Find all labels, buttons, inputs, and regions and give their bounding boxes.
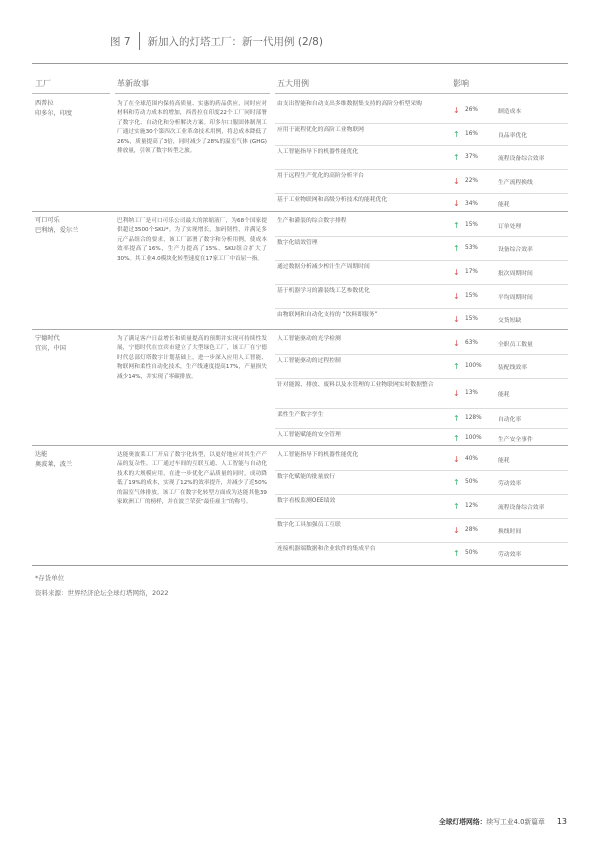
arrow-down-icon: ↓ bbox=[453, 105, 460, 115]
factory-name: 达能 奥波莱，波兰 bbox=[35, 451, 73, 468]
source-note: 资料来源：世界经济论坛全球灯塔网络，2022 bbox=[35, 589, 169, 597]
use-case: 针对能源、排放、废料以及水管理的工业物联网实时数据整合 bbox=[277, 382, 434, 388]
arrow-up-icon: ↑ bbox=[453, 152, 460, 162]
impact-percent: 12% bbox=[465, 503, 478, 509]
page-number: 13 bbox=[556, 816, 567, 826]
row-divider bbox=[275, 378, 568, 379]
impact-percent: 100% bbox=[465, 363, 482, 369]
arrow-up-icon: ↑ bbox=[453, 361, 460, 371]
arrow-up-icon: ↑ bbox=[453, 433, 460, 443]
use-case: 由支出智能和自动支出多维数据集支持的高阶分析型采购 bbox=[277, 101, 422, 107]
header-divider bbox=[139, 32, 140, 50]
arrow-down-icon: ↓ bbox=[453, 525, 460, 535]
arrow-up-icon: ↑ bbox=[453, 477, 460, 487]
impact-percent: 15% bbox=[465, 293, 478, 299]
innovation-story: 巴利纳工厂是可口可乐公司最大的浓缩液厂，为68个国家提供超过3500个SKU*。为了实现增长，加码韧性，并满足多元产品组合的要求，该工厂部署了数字和分析用例，使成本效率提高了16%，生产力提高了15%，SKU组合扩大了30%。其工业4.0模块化转型速度在17家工厂中首屈一指。 bbox=[117, 218, 267, 262]
use-case: 数字化工具加强员工互联 bbox=[277, 522, 341, 528]
arrow-down-icon: ↓ bbox=[453, 176, 460, 186]
impact-item bbox=[453, 236, 533, 260]
impact-item bbox=[453, 284, 533, 308]
row-divider bbox=[275, 470, 568, 471]
impact-percent: 63% bbox=[465, 340, 478, 346]
impact-percent: 53% bbox=[465, 245, 478, 251]
impact-item bbox=[453, 470, 521, 494]
head-rule bbox=[115, 93, 270, 94]
page-footer bbox=[439, 816, 567, 826]
page-header bbox=[110, 31, 323, 51]
use-case: 人工智能指导下的机器性能优化 bbox=[277, 452, 359, 458]
use-case: 应用于流程优化的高阶工业物联网 bbox=[277, 127, 364, 133]
impact-item bbox=[453, 123, 527, 145]
factory-name: 可口可乐 巴利纳，爱尔兰 bbox=[35, 217, 79, 234]
impact-item bbox=[453, 308, 521, 330]
figure-label: 图 7 bbox=[110, 35, 131, 48]
impact-percent: 15% bbox=[465, 222, 478, 228]
use-case: 通过数据分析减少榨汁生产周期时间 bbox=[277, 264, 370, 270]
impact-percent: 22% bbox=[465, 178, 478, 184]
footer-title: 续写工业4.0新篇章 bbox=[486, 818, 545, 826]
impact-item bbox=[453, 145, 544, 169]
arrow-down-icon: ↓ bbox=[453, 454, 460, 464]
impact-label: 良品率优化 bbox=[498, 132, 527, 139]
use-case: 数字化绩效管理 bbox=[277, 240, 318, 246]
arrow-down-icon: ↓ bbox=[453, 338, 460, 348]
use-case: 柔性生产数字孪生 bbox=[277, 412, 324, 418]
impact-label: 生产流程换线 bbox=[498, 179, 533, 186]
arrow-down-icon: ↓ bbox=[453, 388, 460, 398]
row-divider bbox=[275, 542, 568, 543]
bottom-rule bbox=[32, 565, 568, 566]
use-case: 生产和灌装的综合数字排程 bbox=[277, 218, 347, 224]
impact-item bbox=[453, 332, 533, 354]
arrow-up-icon: ↑ bbox=[453, 413, 460, 423]
use-case: 基于机器学习的灌装线工艺参数优化 bbox=[277, 288, 370, 294]
impact-label: 全职员工数量 bbox=[498, 341, 533, 348]
use-case: 基于工业物联网和高级分析技术的能耗优化 bbox=[277, 197, 388, 203]
impact-item bbox=[453, 97, 521, 123]
impact-percent: 34% bbox=[465, 200, 478, 207]
impact-label: 流程设备综合效率 bbox=[498, 155, 545, 162]
footnote: *存货单位 bbox=[35, 574, 65, 582]
factory-name: 宁德时代 宜宾，中国 bbox=[35, 335, 66, 352]
impact-item bbox=[453, 448, 510, 470]
arrow-down-icon: ↓ bbox=[453, 314, 460, 324]
group-divider bbox=[32, 211, 568, 212]
impact-label: 换线时间 bbox=[498, 528, 522, 535]
use-case: 连接机器端数据和企业软件的集成平台 bbox=[277, 546, 376, 552]
impact-label: 制造成本 bbox=[498, 108, 522, 115]
use-case: 数字化赋能的批量放行 bbox=[277, 474, 335, 480]
arrow-up-icon: ↑ bbox=[453, 501, 460, 511]
impact-label: 流程设备综合效率 bbox=[498, 504, 545, 511]
arrow-up-icon: ↑ bbox=[453, 220, 460, 230]
head-rule bbox=[32, 93, 110, 94]
impact-percent: 16% bbox=[465, 131, 478, 137]
impact-label: 交货短缺 bbox=[498, 317, 522, 324]
impact-label: 能耗 bbox=[498, 457, 510, 464]
col-head-factory: 工厂 bbox=[35, 79, 51, 88]
row-divider bbox=[275, 308, 568, 309]
row-divider bbox=[275, 193, 568, 194]
impact-label: 劳动效率 bbox=[498, 551, 522, 558]
use-case: 由物联网和自动化支持的 “饮料即服务” bbox=[277, 312, 378, 318]
impact-label: 批次周期时间 bbox=[498, 270, 533, 277]
impact-percent: 17% bbox=[465, 269, 478, 275]
impact-percent: 128% bbox=[465, 415, 482, 421]
group-divider bbox=[32, 445, 568, 446]
use-case: 数字看板监测OEE绩效 bbox=[277, 498, 336, 504]
col-head-impact: 影响 bbox=[453, 79, 469, 88]
impact-item bbox=[453, 494, 544, 518]
arrow-up-icon: ↑ bbox=[453, 548, 460, 558]
arrow-down-icon: ↓ bbox=[453, 291, 460, 301]
figure-title: 新加入的灯塔工厂：新一代用例 (2/8) bbox=[147, 35, 323, 48]
impact-label: 能耗 bbox=[498, 202, 510, 208]
impact-label: 装配线效率 bbox=[498, 364, 527, 371]
arrow-up-icon: ↑ bbox=[453, 243, 460, 253]
factory-name: 西普拉 印多尔，印度 bbox=[35, 100, 73, 117]
impact-percent: 13% bbox=[465, 390, 478, 396]
arrow-up-icon: ↑ bbox=[453, 129, 460, 139]
impact-label: 劳动效率 bbox=[498, 480, 522, 487]
impact-label: 订单处理 bbox=[498, 223, 522, 230]
impact-item bbox=[453, 260, 533, 284]
impact-item bbox=[453, 378, 510, 408]
impact-label: 设备综合效率 bbox=[498, 246, 533, 253]
impact-percent: 100% bbox=[465, 435, 482, 441]
impact-label: 自动化率 bbox=[498, 416, 522, 423]
group-divider bbox=[32, 329, 568, 330]
arrow-down-icon: ↓ bbox=[453, 199, 460, 208]
impact-label: 生产安全事件 bbox=[498, 436, 533, 443]
impact-item bbox=[453, 542, 521, 564]
innovation-story: 为了满足客户日益增长和质量提高的预期并实现可持续性发展，宁德时代在宜宾市建立了大型绿色工厂，该工厂在宁德时代总部灯塔数字计划基础上，进一步深入应用人工智能、物联网和柔性自动化技术，生产线速度提高17%，产量损失减少14%，并实现了零碳排放。 bbox=[117, 336, 267, 380]
use-case: 人工智能驱动的过程控制 bbox=[277, 358, 341, 364]
top-rule bbox=[32, 63, 568, 64]
use-case: 用于远程生产优化的高阶分析平台 bbox=[277, 173, 364, 179]
impact-percent: 40% bbox=[465, 456, 478, 462]
impact-item bbox=[453, 169, 533, 193]
impact-label: 平均周期时间 bbox=[498, 294, 533, 301]
impact-percent: 15% bbox=[465, 316, 478, 322]
footer-title-bold: 全球灯塔网络： bbox=[438, 818, 487, 826]
impact-percent: 26% bbox=[465, 107, 478, 113]
arrow-down-icon: ↓ bbox=[453, 267, 460, 277]
head-rule bbox=[275, 93, 568, 94]
row-divider bbox=[275, 408, 568, 409]
impact-item bbox=[453, 354, 527, 378]
impact-item bbox=[453, 518, 521, 542]
use-case: 人工智能赋能的安全管理 bbox=[277, 432, 341, 438]
impact-item bbox=[453, 408, 521, 428]
impact-percent: 50% bbox=[465, 550, 478, 556]
impact-percent: 50% bbox=[465, 479, 478, 485]
impact-percent: 37% bbox=[465, 154, 478, 160]
impact-label: 能耗 bbox=[498, 391, 510, 398]
impact-percent: 28% bbox=[465, 527, 478, 533]
impact-item bbox=[453, 214, 521, 236]
col-head-story: 革新故事 bbox=[117, 79, 149, 88]
col-head-use-cases: 五大用例 bbox=[277, 79, 309, 88]
row-divider bbox=[275, 518, 568, 519]
innovation-story: 达能奥波莱工厂开启了数字化转型，以更好地应对其生产产品的复杂性。工厂通过车间的互联互通、人工智能与自动化技术的大规模应用，在进一步优化产品质量的同时，成功降低了19%的成本，实现了12%的效率提升，并减少了近50%的温室气体排放。该工厂在数字化转型方面成为达能其他39家欧洲工厂的榜样，并在波兰荣获“最佳雇主”的称号。 bbox=[117, 452, 267, 506]
use-case: 人工智能指导下的机器性能优化 bbox=[277, 149, 359, 155]
use-case: 人工智能驱动的光学检测 bbox=[277, 336, 341, 342]
innovation-story: 为了在全球范围内保持高质量、实惠的药品供应，同时应对材料和劳动力成本的增加，西普拉在印度22个工厂同时部署了数字化、自动化和分析解决方案。印多尔口服固体制剂工厂通过实施30个第四次工业革命技术用例，将总成本降低了26%，质量提高了3倍，同时减少了28%的温室气体 (GHG) 排放量，引领了数字转型之旅。 bbox=[117, 101, 267, 155]
